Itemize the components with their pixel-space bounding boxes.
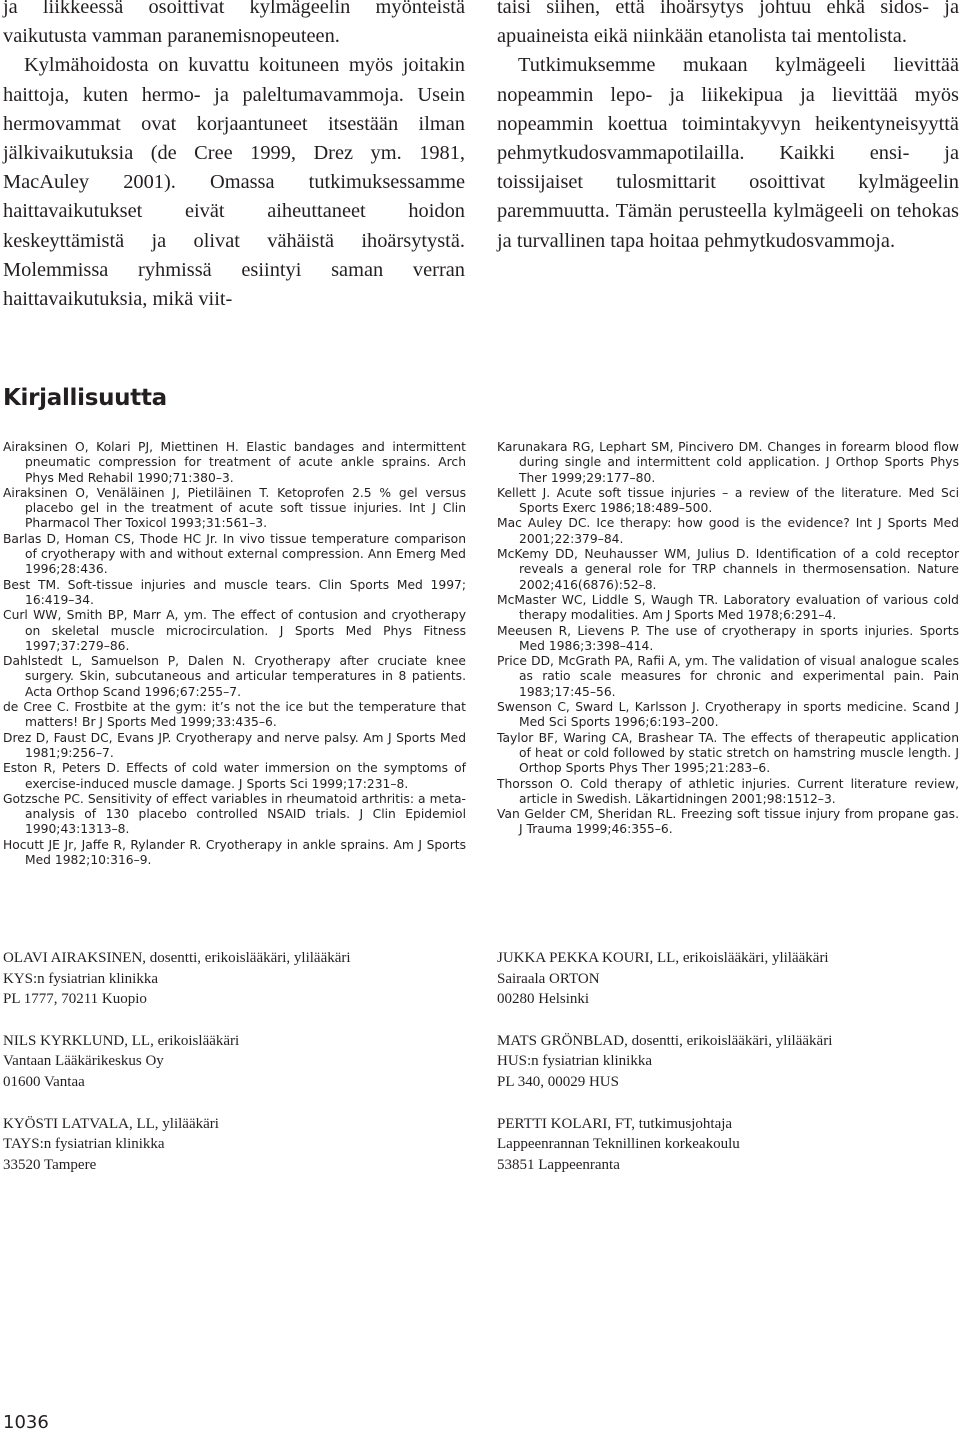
author-block <box>3 1114 473 1176</box>
reference-item: Airaksinen O, Kolari PJ, Miettinen H. Elastic bandages and intermittent pneumatic compression for treatment of acute ankle sprains. Arch Phys Med Rehabil 1990;71:380–3. <box>3 440 466 485</box>
reference-item: McKemy DD, Neuhausser WM, Julius D. Identification of a cold receptor reveals a general role for TRP channels in thermosensation. Nature 2002;416(6876):52–8. <box>497 547 959 592</box>
reference-item: Taylor BF, Waring CA, Brashear TA. The effects of therapeutic application of heat or cold followed by static stretch on hamstring muscle length. J Orthop Sports Phys Ther 1995;21:283–6. <box>497 730 959 776</box>
author-block <box>497 1114 957 1176</box>
author-address: PL 1777, 70211 Kuopio <box>3 991 147 1008</box>
author-affiliations-left <box>3 948 473 1196</box>
author-name: NILS KYRKLUND, LL, erikoislääkäri <box>3 1032 240 1049</box>
author-name: KYÖSTI LATVALA, LL, ylilääkäri <box>3 1115 219 1132</box>
author-affiliation: Vantaan Lääkärikeskus Oy <box>3 1053 164 1070</box>
author-affiliation: Sairaala ORTON <box>497 970 600 987</box>
author-address: 33520 Tampere <box>3 1156 97 1173</box>
references-right-column <box>497 440 959 838</box>
author-address: PL 340, 00029 HUS <box>497 1073 619 1090</box>
author-block <box>3 1031 473 1093</box>
author-name: PERTTI KOLARI, FT, tutkimusjohtaja <box>497 1115 733 1132</box>
reference-item: Curl WW, Smith BP, Marr A, ym. The effect of contusion and cryotherapy on skeletal muscle microcirculation. J Sports Med Phys Fitness 1997;37:279–86. <box>3 608 466 653</box>
author-block <box>497 948 957 1010</box>
reference-item: McMaster WC, Liddle S, Waugh TR. Laboratory evaluation of various cold therapy modalities. Am J Sports Med 1978;6:291–4. <box>497 592 959 623</box>
reference-item: Kellett J. Acute soft tissue injuries – a review of the literature. Med Sci Sports Exerc 1986;18:489–500. <box>497 485 959 516</box>
author-block <box>3 948 473 1010</box>
author-affiliation: TAYS:n fysiatrian klinikka <box>3 1136 165 1153</box>
body-paragraph: taisi siihen, että ihoärsytys johtuu ehkä sidos- ja apuaineista eikä niinkään etanolista tai mentolista. <box>497 0 959 48</box>
reference-item: Meeusen R, Lievens P. The use of cryotherapy in sports injuries. Sports Med 1986;3:398–414. <box>497 623 959 653</box>
reference-item: Drez D, Faust DC, Evans JP. Cryotherapy and nerve palsy. Am J Sports Med 1981;9:256–7. <box>3 730 466 760</box>
reference-item: Eston R, Peters D. Effects of cold water immersion on the symptoms of exercise-induced muscle damage. J Sports Sci 1999;17:231–8. <box>3 761 466 791</box>
reference-item: Best TM. Soft-tissue injuries and muscle tears. Clin Sports Med 1997; 16:419–34. <box>3 577 466 607</box>
body-paragraph: ja liikkeessä osoittivat kylmägeelin myönteistä vaikutusta vamman paranemisnopeuteen. <box>3 0 465 48</box>
author-affiliation: HUS:n fysiatrian klinikka <box>497 1053 652 1070</box>
reference-item: Mac Auley DC. Ice therapy: how good is the evidence? Int J Sports Med 2001;22:379–84. <box>497 516 959 546</box>
page-number: 1036 <box>3 1412 49 1433</box>
reference-item: Swenson C, Sward L, Karlsson J. Cryotherapy in sports medicine. Scand J Med Sci Sports 1996;6:193–200. <box>497 700 959 730</box>
reference-item: Thorsson O. Cold therapy of athletic injuries. Current literature review, article in Swedish. Läkartidningen 2001;98:1512–3. <box>497 776 959 806</box>
author-address: 01600 Vantaa <box>3 1073 85 1090</box>
references-heading: Kirjallisuutta <box>3 385 167 411</box>
author-affiliation: Lappeenrannan Teknillinen korkeakoulu <box>497 1136 740 1153</box>
reference-item: Price DD, McGrath PA, Rafii A, ym. The validation of visual analogue scales as ratio scale measures for chronic and experimental pain. Pain 1983;17:45–56. <box>497 654 959 699</box>
body-text-right-column <box>497 0 959 256</box>
body-text-left-column <box>3 0 465 314</box>
reference-item: Barlas D, Homan CS, Thode HC Jr. In vivo tissue temperature comparison of cryotherapy with and without external compression. Ann Emerg Med 1996;28:436. <box>3 531 466 577</box>
body-paragraph: Kylmähoidosta on kuvattu koituneen myös joitakin haittoja, kuten hermo- ja paleltumavammoja. Usein hermovammat ovat korjaantuneet itsestään ilman jälkivaikutuksia (de Cree 1999, Drez ym. 1981, MacAuley 2001). Omassa tutkimuksessamme haittavaikutukset eivät aiheuttaneet hoidon keskeyttämistä ja olivat vähäistä ihoärsytystä. Molemmissa ryhmissä esiintyi saman verran haittavaikutuksia, mikä viit- <box>3 54 465 311</box>
author-block <box>497 1031 957 1093</box>
references-left-column <box>3 440 466 868</box>
reference-item: de Cree C. Frostbite at the gym: it’s not the ice but the temperature that matters! Br J Sports Med 1999;33:435–6. <box>3 700 466 730</box>
reference-item: Van Gelder CM, Sheridan RL. Freezing soft tissue injury from propane gas. J Trauma 1999;46:355–6. <box>497 807 959 837</box>
author-name: OLAVI AIRAKSINEN, dosentti, erikoislääkäri, ylilääkäri <box>3 950 351 966</box>
reference-item: Dahlstedt L, Samuelson P, Dalen N. Cryotherapy after cruciate knee surgery. Skin, subcutaneous and articular temperatures in 8 patients. Acta Orthop Scand 1996;67:255–7. <box>3 654 466 699</box>
author-address: 00280 Helsinki <box>497 991 590 1008</box>
author-affiliations-right <box>497 948 957 1196</box>
body-paragraph: Tutkimuksemme mukaan kylmägeeli lievittää nopeammin lepo- ja liikekipua ja lievittää myös nopeammin koettua toimintakyvyn heikentyneisyyttä pehmytkudosvammapotilailla. Kaikki ensi- ja toissijaiset tulosmittarit osoittivat kylmägeelin paremmuutta. Tämän perusteella kylmägeeli on tehokas ja turvallinen tapa hoitaa pehmytkudosvammoja. <box>497 54 959 252</box>
author-address: 53851 Lappeenranta <box>497 1156 620 1173</box>
reference-item: Hocutt JE Jr, Jaffe R, Rylander R. Cryotherapy in ankle sprains. Am J Sports Med 1982;10:316–9. <box>3 837 466 868</box>
reference-item: Airaksinen O, Venäläinen J, Pietiläinen T. Ketoprofen 2.5 % gel versus placebo gel in the treatment of acute soft tissue injuries. Int J Clin Pharmacol Ther Toxicol 1993;31:561–3. <box>3 485 466 531</box>
author-affiliation: KYS:n fysiatrian klinikka <box>3 970 158 987</box>
reference-item: Karunakara RG, Lephart SM, Pincivero DM. Changes in forearm blood flow during single and intermittent cold application. J Orthop Sports Phys Ther 1999;29:177–80. <box>497 440 959 485</box>
reference-item: Gotzsche PC. Sensitivity of effect variables in rheumatoid arthritis: a meta-analysis of 130 placebo controlled NSAID trials. J Clin Epidemiol 1990;43:1313–8. <box>3 791 466 837</box>
author-name: MATS GRÖNBLAD, dosentti, erikoislääkäri, ylilääkäri <box>497 1032 833 1049</box>
author-name: JUKKA PEKKA KOURI, LL, erikoislääkäri, ylilääkäri <box>497 950 829 966</box>
